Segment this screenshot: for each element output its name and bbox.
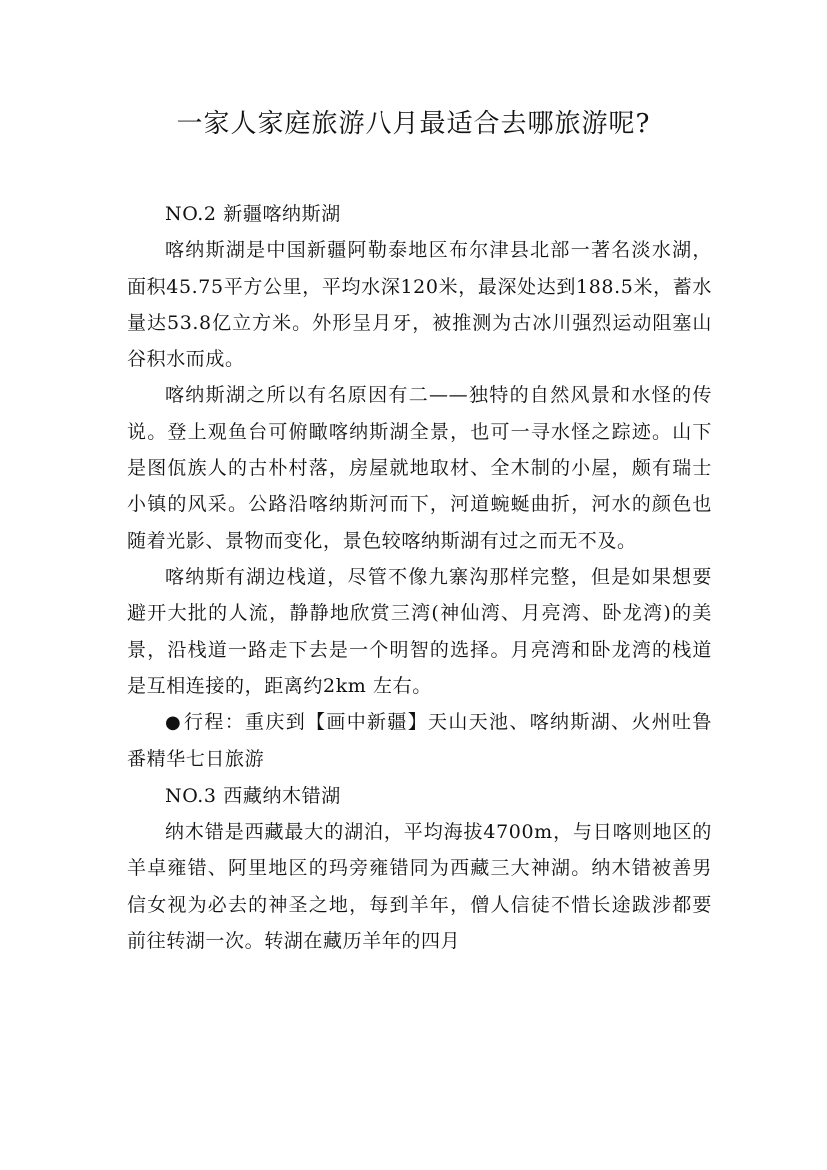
section-heading-xinjiang-kanas: NO.2 新疆喀纳斯湖 (165, 203, 341, 225)
paragraph-kanas-boardwalk: 喀纳斯有湖边栈道，尽管不像九寨沟那样完整，但是如果想要避开大批的人流，静静地欣赏三湾(神仙湾、月亮湾、卧龙湾)的美景，沿栈道一路走下去是一个明智的选择。月亮湾和卧龙湾的栈道是互相连接的，距离约2km 左右。 (127, 565, 712, 697)
paragraph-kanas-intro: 喀纳斯湖是中国新疆阿勒泰地区布尔津县北部一著名淡水湖，面积45.75平方公里，平均水深120米，最深处达到188.5米，蓄水量达53.8亿立方米。外形呈月牙，被推测为古冰川强烈运动阻塞山谷积水而成。 (127, 239, 712, 371)
itinerary-line (127, 704, 712, 778)
paragraph-namtso-intro: 纳木错是西藏最大的湖泊，平均海拔4700m，与日喀则地区的羊卓雍错、阿里地区的玛旁雍错同为西藏三大神湖。纳木错被善男信女视为必去的神圣之地，每到羊年，僧人信徒不惜长途跋涉都要前往转湖一次。转湖在藏历羊年的四月 (127, 821, 712, 952)
document-body (127, 196, 712, 959)
itinerary-text: 行程：重庆到【画中新疆】天山天池、喀纳斯湖、火州吐鲁番精华七日旅游 (127, 711, 712, 771)
paragraph-kanas-fame: 喀纳斯湖之所以有名原因有二——独特的自然风景和水怪的传说。登上观鱼台可俯瞰喀纳斯湖全景，也可一寻水怪之踪迹。山下是图佤族人的古朴村落，房屋就地取材、全木制的小屋，颇有瑞士小镇的风采。公路沿喀纳斯河而下，河道蜿蜒曲折，河水的颜色也随着光影、景物而变化，景色较喀纳斯湖有过之而无不及。 (127, 384, 712, 552)
bullet-icon: ● (165, 712, 182, 734)
page-title: 一家人家庭旅游八月最适合去哪旅游呢? (176, 109, 651, 139)
section-heading-tibet-namtso: NO.3 西藏纳木错湖 (165, 784, 341, 807)
